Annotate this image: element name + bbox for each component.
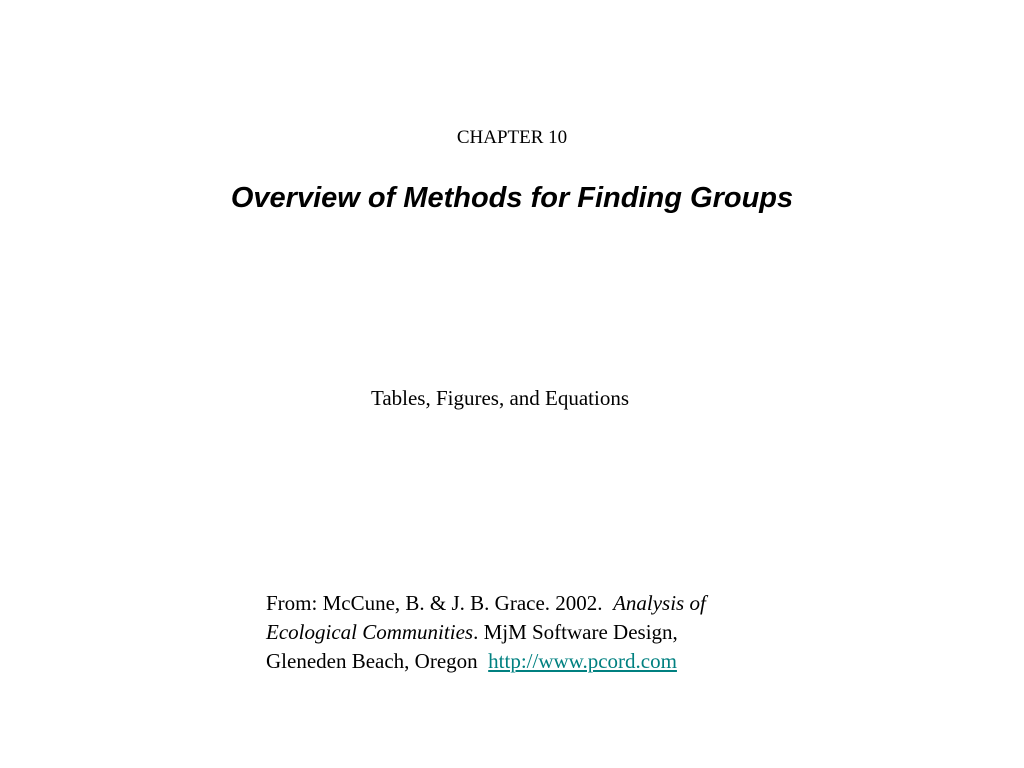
citation-authors-year: From: McCune, B. & J. B. Grace. 2002.	[266, 591, 603, 615]
chapter-title: Overview of Methods for Finding Groups	[230, 182, 794, 214]
book-title-part-1: Analysis of	[613, 591, 706, 615]
citation-publisher: . MjM Software Design,	[473, 620, 678, 644]
pcord-link[interactable]: http://www.pcord.com	[488, 649, 677, 673]
book-title-part-2: Ecological Communities	[266, 620, 474, 644]
citation-line-1	[266, 589, 826, 618]
citation-location: Gleneden Beach, Oregon	[266, 649, 478, 673]
slide-subtitle: Tables, Figures, and Equations	[370, 386, 630, 410]
chapter-label: CHAPTER 10	[456, 127, 568, 148]
citation-block	[266, 589, 826, 676]
citation-line-2	[266, 618, 826, 647]
citation-line-3	[266, 647, 826, 676]
